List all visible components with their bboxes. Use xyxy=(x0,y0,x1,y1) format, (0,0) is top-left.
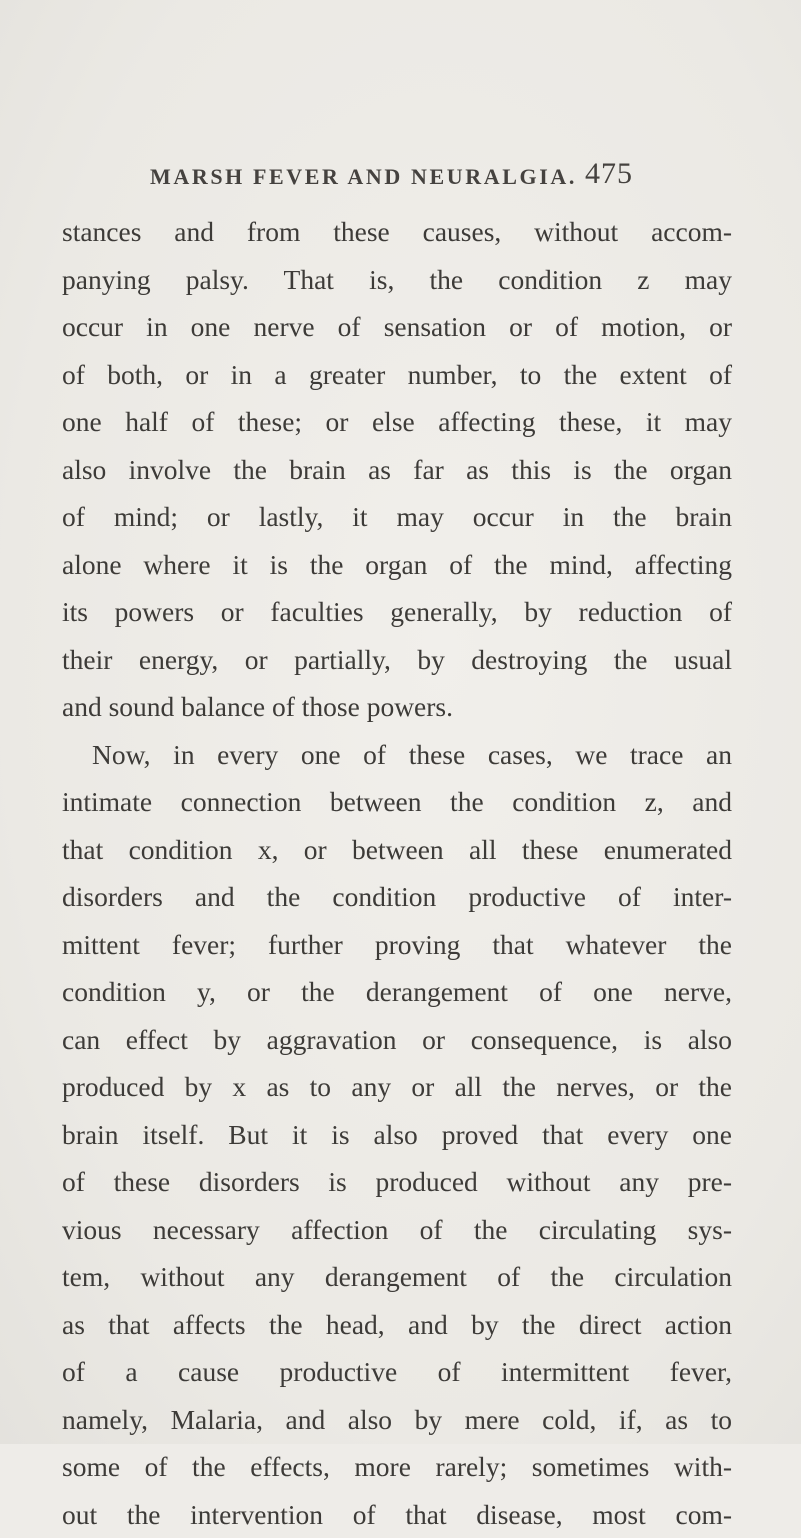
text-line: of these disorders is produced without any pre- xyxy=(62,1158,732,1206)
text-line: of mind; or lastly, it may occur in the brain xyxy=(62,493,732,541)
text-line: condition y, or the derangement of one nerve, xyxy=(62,968,732,1016)
page-number: 475 xyxy=(585,157,633,191)
text-line: occur in one nerve of sensation or of motion, or xyxy=(62,303,732,351)
text-line: some of the effects, more rarely; sometimes with- xyxy=(62,1443,732,1491)
text-line: produced by x as to any or all the nerves, or the xyxy=(62,1063,732,1111)
text-line: mittent fever; further proving that whatever the xyxy=(62,921,732,969)
text-line: their energy, or partially, by destroying the usual xyxy=(62,636,732,684)
text-line: intimate connection between the condition z, and xyxy=(62,778,732,826)
text-line: brain itself. But it is also proved that every one xyxy=(62,1111,732,1159)
running-title: MARSH FEVER AND NEURALGIA. xyxy=(150,164,577,190)
paragraph-start-line: Now, in every one of these cases, we trace an xyxy=(62,731,732,779)
running-header xyxy=(150,160,670,200)
text-line: also involve the brain as far as this is the organ xyxy=(62,446,732,494)
text-line: one half of these; or else affecting these, it may xyxy=(62,398,732,446)
text-line: namely, Malaria, and also by mere cold, if, as to xyxy=(62,1396,732,1444)
text-line: as that affects the head, and by the direct action xyxy=(62,1301,732,1349)
text-line: and sound balance of those powers. xyxy=(62,683,732,731)
text-line: of a cause productive of intermittent fever, xyxy=(62,1348,732,1396)
text-line: alone where it is the organ of the mind, affecting xyxy=(62,541,732,589)
body-text xyxy=(62,208,732,1538)
text-line: disorders and the condition productive of inter- xyxy=(62,873,732,921)
text-line: that condition x, or between all these enumerated xyxy=(62,826,732,874)
text-line: its powers or faculties generally, by reduction of xyxy=(62,588,732,636)
text-line: can effect by aggravation or consequence, is also xyxy=(62,1016,732,1064)
text-line: panying palsy. That is, the condition z may xyxy=(62,256,732,304)
text-line: tem, without any derangement of the circulation xyxy=(62,1253,732,1301)
text-line: stances and from these causes, without accom- xyxy=(62,208,732,256)
text-line: out the intervention of that disease, most com- xyxy=(62,1491,732,1538)
text-line: vious necessary affection of the circulating sys- xyxy=(62,1206,732,1254)
text-line: of both, or in a greater number, to the extent of xyxy=(62,351,732,399)
